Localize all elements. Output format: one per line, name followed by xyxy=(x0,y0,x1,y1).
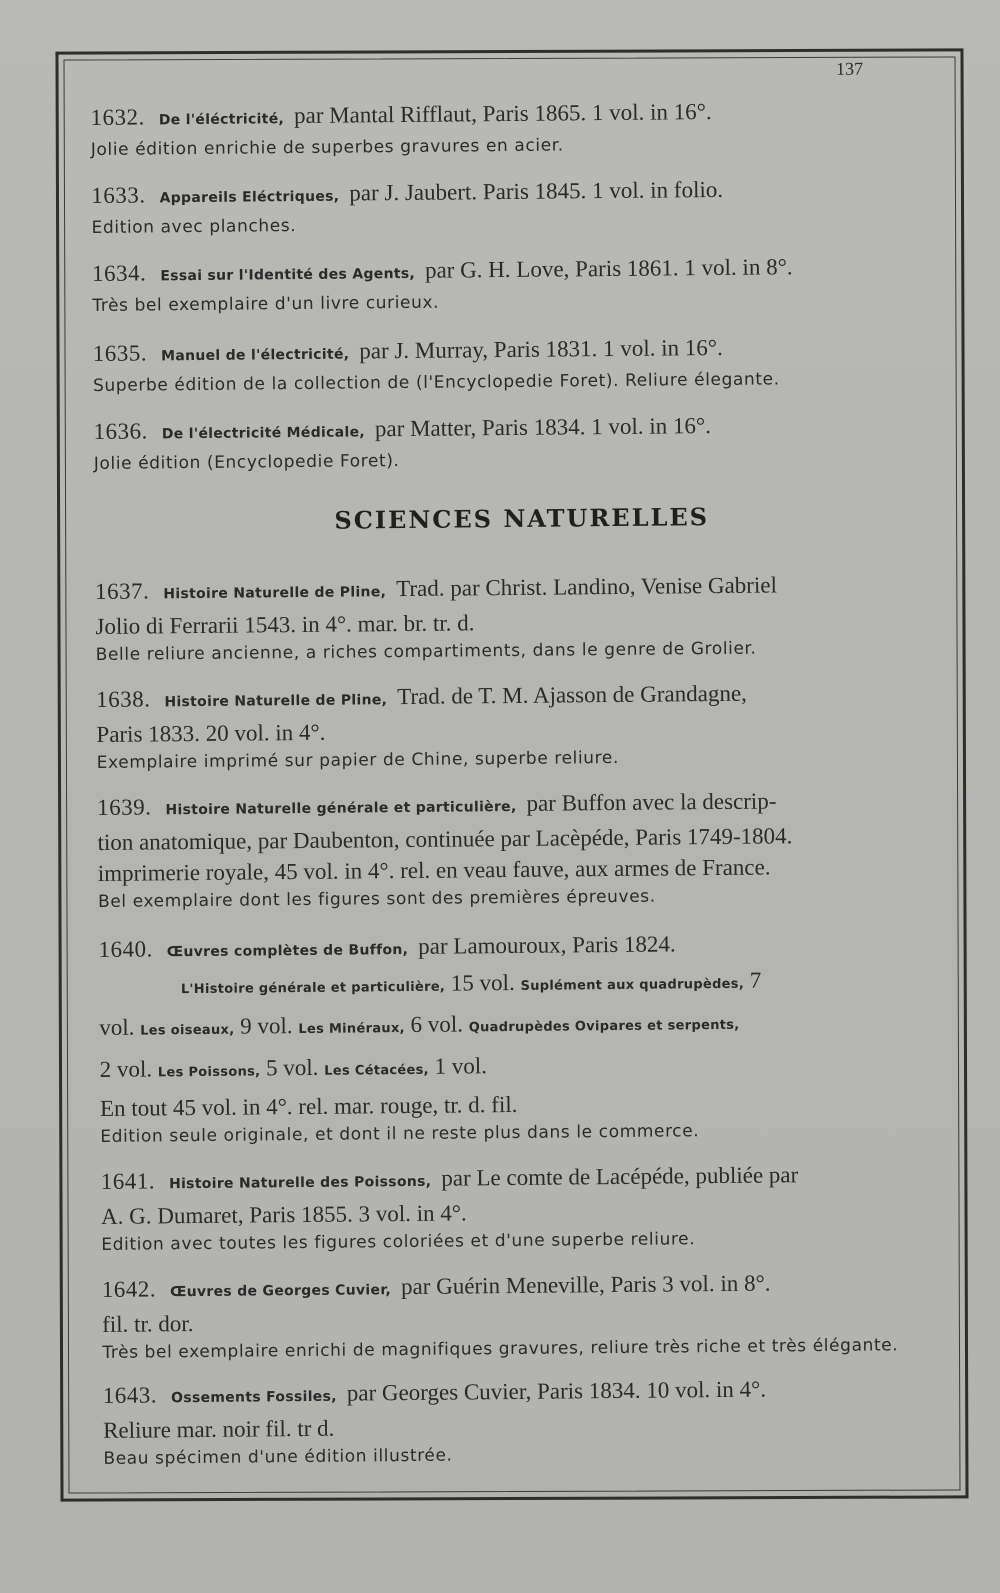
entry-details: par G. H. Love, Paris 1861. 1 vol. in 8°. xyxy=(424,254,793,283)
entry-number: 1632. xyxy=(90,104,145,130)
entry-details: par Guérin Meneville, Paris 3 vol. in 8°. xyxy=(400,1270,771,1300)
entry-title: Histoire Naturelle de Pline, xyxy=(164,692,388,711)
entry-title: Histoire Naturelle de Pline, xyxy=(163,584,387,603)
entry-note: Exemplaire imprimé sur papier de Chine, superbe reliure. xyxy=(96,747,620,773)
entry-details: par J. Murray, Paris 1831. 1 vol. in 16°. xyxy=(359,334,723,364)
section-heading: SCIENCES NATURELLES xyxy=(334,502,710,535)
catalog-entry xyxy=(96,676,947,776)
volume-count: 5 vol. xyxy=(265,1054,319,1081)
volume-title: Les Cétacées, xyxy=(324,1062,429,1079)
entry-details-continued: A. G. Dumaret, Paris 1855. 3 vol. in 4°. xyxy=(100,1200,467,1229)
entry-number: 1635. xyxy=(92,340,148,366)
entry-number: 1643. xyxy=(102,1382,158,1408)
entry-details-continued: En tout 45 vol. in 4°. rel. mar. rouge, tr. d. fil. xyxy=(99,1091,518,1121)
entry-title: Ossements Fossiles, xyxy=(171,1388,337,1407)
entry-details: par J. Jaubert. Paris 1845. 1 vol. in folio. xyxy=(349,176,724,206)
volume-count: 2 vol. xyxy=(99,1056,153,1082)
entry-note: Superbe édition de la collection de (l'Encyclopedie Foret). Reliure élegante. xyxy=(93,369,780,396)
volume-count: vol. xyxy=(99,1014,135,1040)
volume-title: Les oiseaux, xyxy=(140,1022,235,1039)
entry-details: par Lamouroux, Paris 1824. xyxy=(418,931,676,959)
entry-details: par Mantal Rifflaut, Paris 1865. 1 vol. in 16°. xyxy=(293,99,712,129)
entry-note: Bel exemplaire dont les figures sont des premières épreuves. xyxy=(97,886,656,912)
catalog-entry xyxy=(101,1158,952,1258)
entry-title: Histoire Naturelle des Poissons, xyxy=(168,1173,432,1193)
volume-count: 9 vol. xyxy=(240,1013,293,1039)
entry-number: 1638. xyxy=(95,686,151,712)
entry-details: par Buffon avec la descrip- xyxy=(526,788,777,816)
entry-details: Trad. de T. M. Ajasson de Grandagne, xyxy=(397,680,747,710)
catalog-entry xyxy=(93,330,944,399)
entry-details-continued: tion anatomique, par Daubenton, continuée par Lacèpéde, Paris 1749-1804. xyxy=(97,823,793,855)
entry-details-continued: imprimerie royale, 45 vol. in 4°. rel. en veau fauve, aux armes de France. xyxy=(97,854,771,886)
volume-count: 7 xyxy=(749,967,762,993)
volume-title: Les Minéraux, xyxy=(298,1021,405,1038)
entry-title: De l'électricité Médicale, xyxy=(161,424,366,443)
entry-title: Essai sur l'Identité des Agents, xyxy=(160,265,416,285)
entry-note: Beau spécimen d'une édition illustrée. xyxy=(103,1445,453,1469)
entry-note: Edition avec toutes les figures coloriées et d'une superbe reliure. xyxy=(101,1229,696,1255)
catalog-entry xyxy=(103,1372,954,1472)
entry-title: Œuvres de Georges Cuvier, xyxy=(169,1282,392,1301)
entry-note: Très bel exemplaire d'un livre curieux. xyxy=(92,292,440,316)
page-number: 137 xyxy=(836,58,864,79)
entry-details-continued: Reliure mar. noir fil. tr d. xyxy=(103,1415,335,1443)
entry-details-continued: Paris 1833. 20 vol. in 4°. xyxy=(96,719,326,747)
entry-details: Trad. par Christ. Landino, Venise Gabriel xyxy=(396,572,778,602)
catalog-entry xyxy=(95,568,946,668)
entry-number: 1636. xyxy=(93,418,148,444)
entry-number: 1640. xyxy=(98,936,153,962)
volume-title: Suplément aux quadrupèdes, xyxy=(520,976,745,994)
catalog-entry xyxy=(97,784,948,915)
entry-details: par Matter, Paris 1834. 1 vol. in 16°. xyxy=(374,413,711,442)
entry-note: Jolie édition (Encyclopedie Foret). xyxy=(93,451,400,474)
volume-title: L'Histoire générale et particulière, xyxy=(180,979,446,998)
volume-title: Les Poissons, xyxy=(157,1064,261,1081)
entry-number: 1633. xyxy=(91,182,146,208)
volume-count: 6 vol. xyxy=(410,1011,464,1037)
entry-title: Histoire Naturelle générale et particulière, xyxy=(165,798,517,819)
entry-details: par Georges Cuvier, Paris 1834. 10 vol. in 4°. xyxy=(346,1376,767,1406)
entry-details-continued: Jolio di Ferrarii 1543. in 4°. mar. br. tr. d. xyxy=(95,610,475,639)
entry-number: 1634. xyxy=(91,260,147,286)
volume-count: 1 vol. xyxy=(434,1053,488,1079)
entry-title: Manuel de l'électricité, xyxy=(161,346,350,365)
entry-number: 1641. xyxy=(100,1168,156,1194)
catalog-entry xyxy=(92,250,943,319)
entry-details-continued: fil. tr. dor. xyxy=(101,1311,194,1337)
entry-note: Très bel exemplaire enrichi de magnifiques gravures, reliure très riche et très élégante. xyxy=(102,1335,899,1363)
catalog-entry xyxy=(90,94,941,163)
entry-number: 1639. xyxy=(97,794,152,820)
catalog-entry xyxy=(98,926,950,1150)
entry-title: Œuvres complètes de Buffon, xyxy=(166,941,409,961)
catalog-entry xyxy=(91,172,942,241)
catalog-entry xyxy=(93,408,944,477)
entry-note: Edition seule originale, et dont il ne reste plus dans le commerce. xyxy=(100,1121,700,1147)
entry-number: 1642. xyxy=(101,1276,157,1302)
volume-count: 15 vol. xyxy=(450,969,515,996)
entry-note: Jolie édition enrichie de superbes gravures en acier. xyxy=(90,135,564,160)
entry-title: Appareils Eléctriques, xyxy=(159,188,340,207)
catalog-entry xyxy=(102,1266,953,1366)
entry-note: Edition avec planches. xyxy=(91,216,297,238)
entry-details: par Le comte de Lacépéde, publiée par xyxy=(441,1162,799,1191)
entry-title: De l'éléctricité, xyxy=(158,111,285,129)
entry-note: Belle reliure ancienne, a riches compartiments, dans le genre de Grolier. xyxy=(95,638,757,665)
entry-number: 1637. xyxy=(94,578,150,604)
volume-title: Quadrupèdes Ovipares et serpents, xyxy=(468,1017,740,1036)
